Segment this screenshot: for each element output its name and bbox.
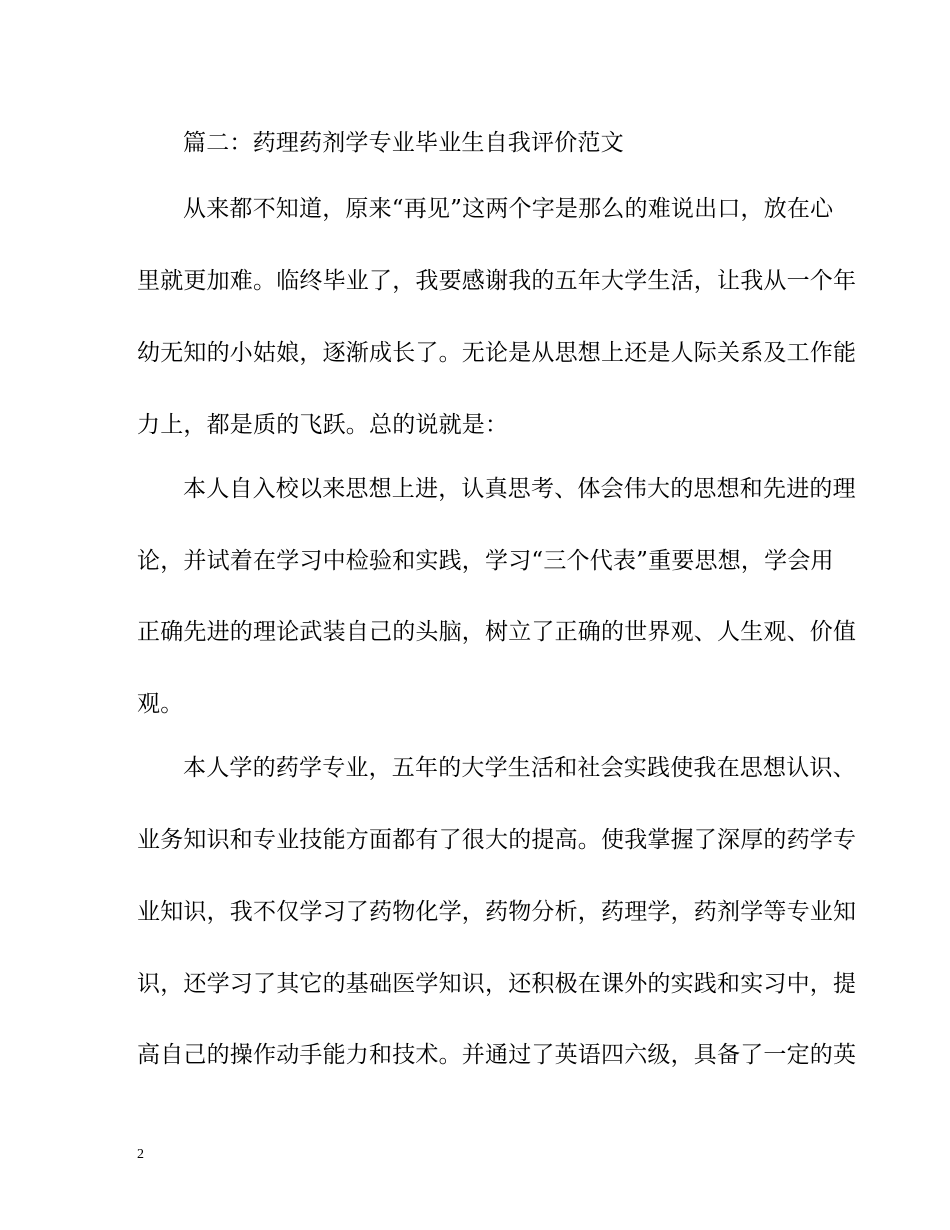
- page-number: 2: [137, 1147, 144, 1162]
- paragraph-line: 里就更加难。临终毕业了，我要感谢我的五年大学生活，让我从一个年: [137, 268, 857, 294]
- paragraph-line: 业务知识和专业技能方面都有了很大的提高。使我掌握了深厚的药学专: [137, 827, 857, 853]
- paragraph-line: 高自己的操作动手能力和技术。并通过了英语四六级，具备了一定的英: [137, 1042, 857, 1068]
- paragraph-line: 正确先进的理论武装自己的头脑，树立了正确的世界观、人生观、价值: [137, 619, 857, 645]
- paragraph-line: 业知识，我不仅学习了药物化学，药物分析，药理学，药剂学等专业知: [137, 899, 857, 925]
- paragraph-line: 本人学的药学专业，五年的大学生活和社会实践使我在思想认识、: [183, 755, 856, 781]
- paragraph-line: 本人自入校以来思想上进，认真思考、体会伟大的思想和先进的理: [183, 476, 856, 502]
- paragraph-line: 幼无知的小姑娘，逐渐成长了。无论是从思想上还是人际关系及工作能: [137, 340, 857, 366]
- paragraph-line: 从来都不知道，原来“再见”这两个字是那么的难说出口，放在心: [183, 196, 834, 222]
- paragraph-line: 识，还学习了其它的基础医学知识，还积极在课外的实践和实习中，提: [137, 971, 857, 997]
- paragraph-line: 观。: [137, 691, 184, 717]
- section-heading: 篇二：药理药剂学专业毕业生自我评价范文: [183, 130, 624, 156]
- paragraph-line: 力上，都是质的飞跃。总的说就是：: [137, 412, 509, 438]
- paragraph-line: 论，并试着在学习中检验和实践，学习“三个代表”重要思想，学会用: [137, 548, 834, 574]
